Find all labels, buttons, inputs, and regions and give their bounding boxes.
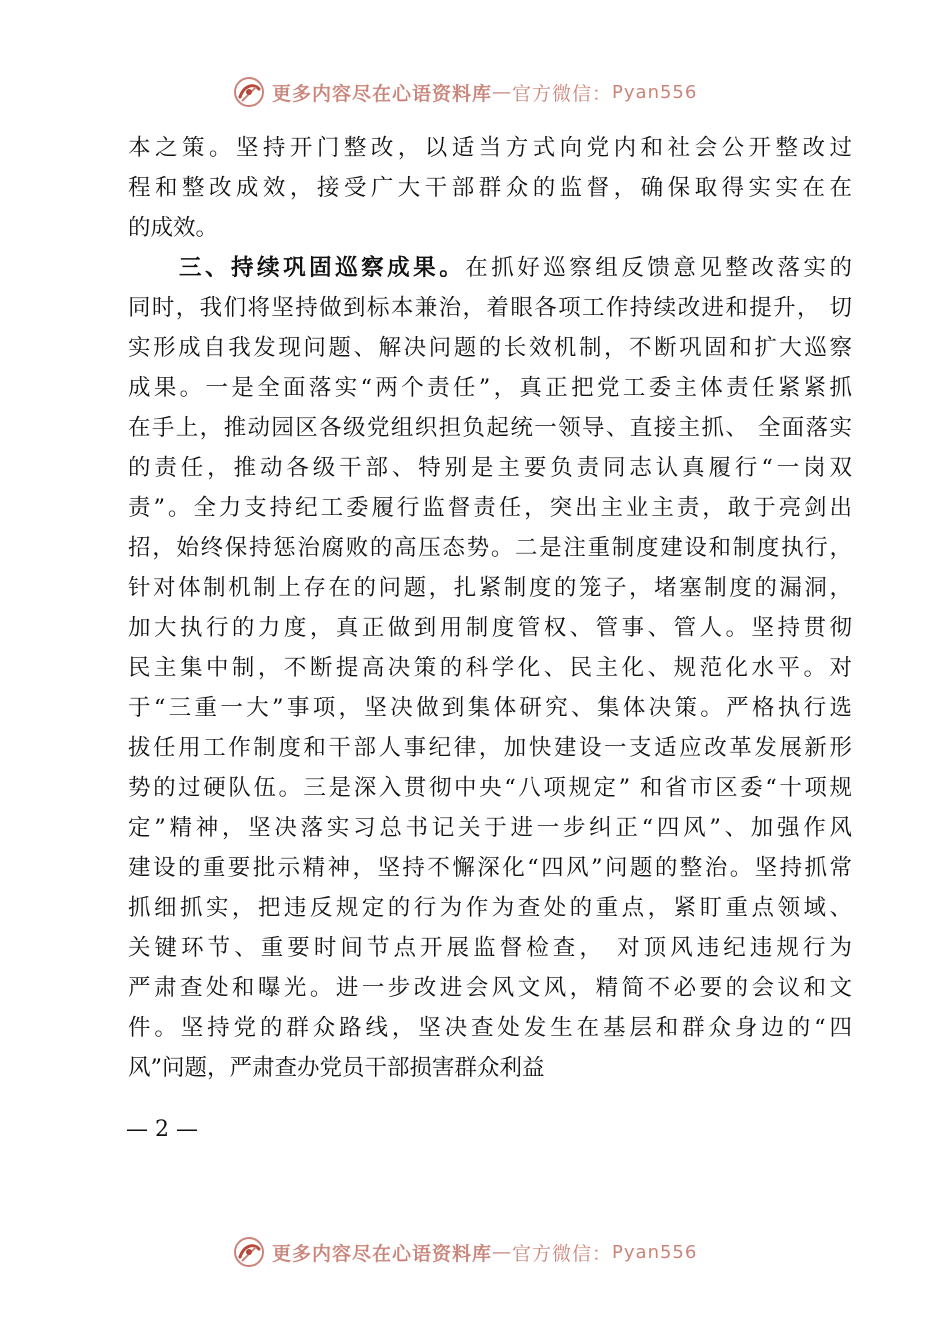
watermark-dash: —	[492, 81, 513, 103]
body-line: 抓细抓实，把违反规定的行为作为查处的重点，紧盯重点领域、	[128, 895, 852, 921]
document-body	[128, 128, 852, 1088]
body-line: 实形成自我发现问题、解决问题的长效机制，不断巩固和扩大巡察	[128, 335, 852, 361]
body-line: 势的过硬队伍。三是深入贯彻中央“八项规定” 和省市区委“十项规	[128, 775, 852, 801]
body-line: 招，始终保持惩治腐败的高压态势。二是注重制度建设和制度执行，	[128, 535, 852, 561]
body-line: 严肃查处和曝光。进一步改进会风文风，精简不必要的会议和文	[128, 975, 852, 1001]
watermark-header	[232, 72, 792, 112]
watermark-dash: —	[492, 1241, 513, 1263]
page-number: — 2 —	[126, 1117, 198, 1142]
watermark-logo-icon	[232, 75, 266, 109]
watermark-account: Pyan556	[612, 1241, 698, 1263]
body-line: 建设的重要批示精神，坚持不懈深化“四风”问题的整治。坚持抓常	[128, 855, 852, 881]
section-heading: 三、持续巩固巡察成果。	[179, 255, 466, 281]
body-line: 在手上，推动园区各级党组织担负起统一领导、直接主抓、 全面落实	[128, 415, 852, 441]
body-line: 程和整改成效，接受广大干部群众的监督，确保取得实实在在	[128, 175, 852, 201]
watermark-channel: 官方微信：	[512, 82, 613, 105]
body-line: 加大执行的力度，真正做到用制度管权、管事、管人。坚持贯彻	[128, 615, 852, 641]
body-line: 成果。一是全面落实“两个责任”，真正把党工委主体责任紧紧抓	[128, 375, 852, 401]
body-line: 定”精神，坚决落实习总书记关于进一步纠正“四风”、加强作风	[128, 815, 852, 841]
watermark-channel: 官方微信：	[512, 1242, 613, 1265]
section-heading-rest: 在抓好巡察组反馈意见整改落实的	[465, 255, 852, 281]
body-line: 件。坚持党的群众路线，坚决查处发生在基层和群众身边的“四	[128, 1015, 852, 1041]
body-line: 的责任，推动各级干部、特别是主要负责同志认真履行“一岗双	[128, 455, 852, 481]
body-line: 的成效。	[128, 215, 219, 241]
body-line: 本之策。坚持开门整改，以适当方式向党内和社会公开整改过	[128, 135, 852, 161]
body-line: 同时，我们将坚持做到标本兼治，着眼各项工作持续改进和提升， 切	[128, 295, 852, 321]
watermark-account: Pyan556	[612, 81, 698, 103]
watermark-logo-icon	[232, 1235, 266, 1269]
body-line: 针对体制机制上存在的问题，扎紧制度的笼子，堵塞制度的漏洞，	[128, 575, 852, 601]
watermark-brand: 更多内容尽在心语资料库	[272, 82, 493, 105]
watermark-footer	[232, 1232, 792, 1272]
watermark-brand: 更多内容尽在心语资料库	[272, 1242, 493, 1265]
body-line: 关键环节、重要时间节点开展监督检查， 对顶风违纪违规行为	[128, 935, 852, 961]
body-line: 于“三重一大”事项，坚决做到集体研究、集体决策。严格执行选	[128, 695, 852, 721]
body-line: 风”问题，严肃查办党员干部损害群众利益	[128, 1055, 545, 1081]
body-line: 责”。全力支持纪工委履行监督责任，突出主业主责，敢于亮剑出	[128, 495, 852, 521]
body-line: 民主集中制，不断提高决策的科学化、民主化、规范化水平。对	[128, 655, 852, 681]
body-line: 拔任用工作制度和干部人事纪律，加快建设一支适应改革发展新形	[128, 735, 852, 761]
section-heading-line	[128, 248, 852, 288]
